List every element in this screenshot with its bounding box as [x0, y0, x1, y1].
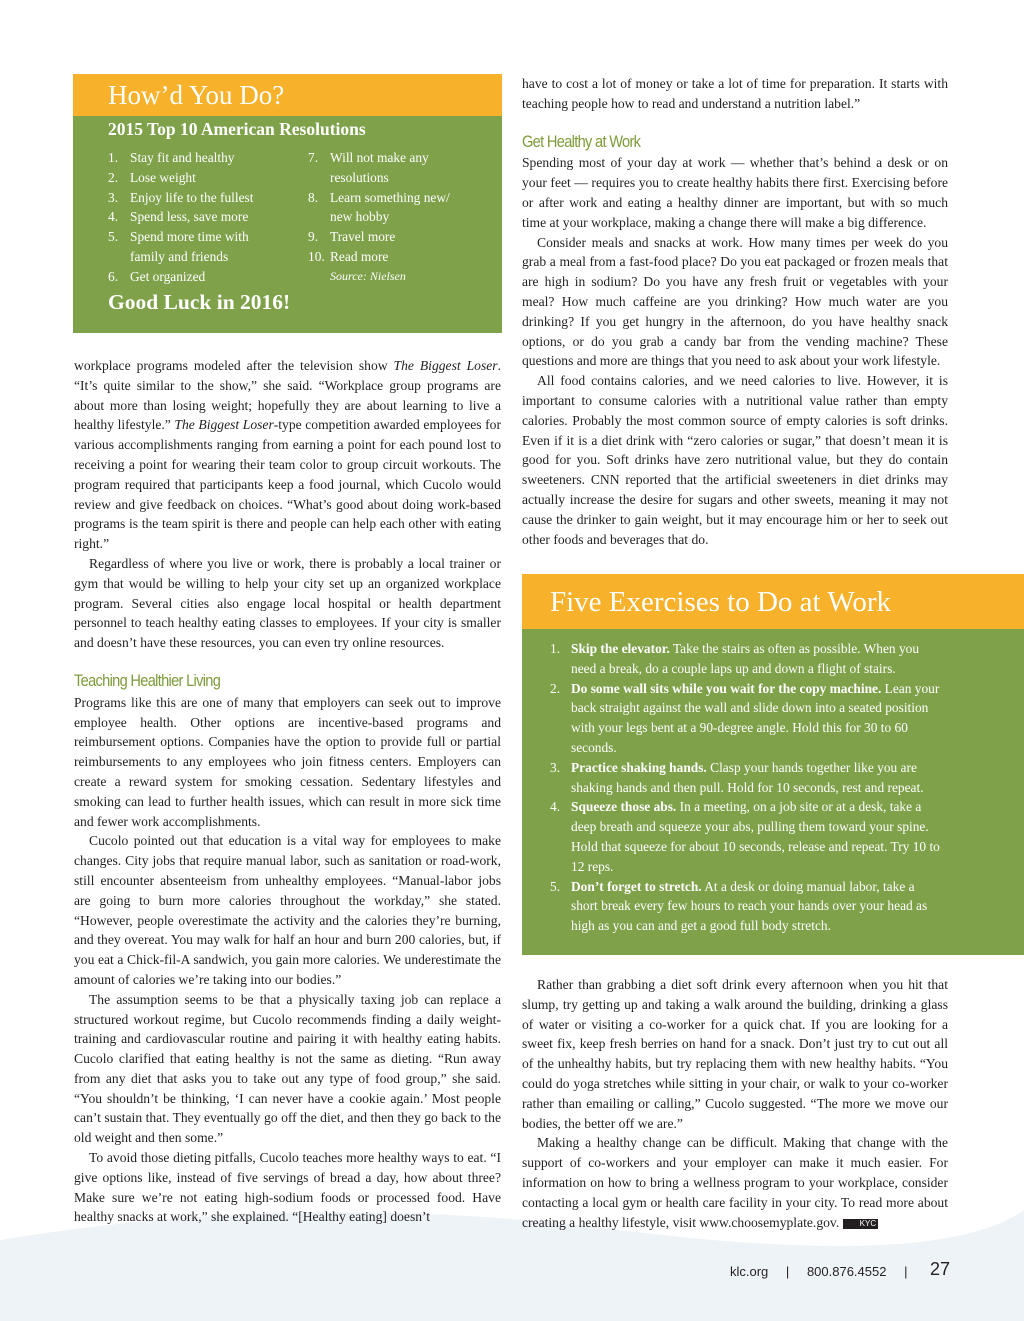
resolution-item	[308, 227, 498, 247]
end-mark-logo: KYC	[843, 1219, 878, 1229]
exercise-number: 4.	[550, 799, 561, 815]
resolution-number: 9.	[308, 229, 319, 245]
resolution-text: Read more	[330, 248, 389, 264]
exercise-item	[550, 877, 942, 936]
resolutions-subtitle: 2015 Top 10 American Resolutions	[108, 119, 366, 139]
exercise-item	[550, 758, 942, 798]
resolution-number: 1.	[108, 150, 119, 165]
resolution-item	[108, 227, 298, 267]
right-paragraph-3: Consider meals and snacks at work. How many times per week do you grab a meal from a fast-food place? Do you eat packaged or frozen meals that are high in sodium? Do you have any fresh fruit or vegetables with your meal? How much caffeine are you drinking? How much water are you drinking? If you get hungry in the afternoon, do you have healthy snack options, or do you grab a candy bar from the vending machine? These questions and more are things that you need to ask about your work lifestyle.	[522, 234, 948, 369]
show-title: The Biggest Loser	[393, 358, 498, 373]
exercise-number: 1.	[550, 641, 561, 656]
exercise-name: Skip the elevator.	[571, 641, 670, 656]
exercise-item	[550, 797, 942, 876]
exercise-description: Take the stairs as often as possible. When you need a break, do a couple laps up and down a flight of stairs.	[571, 641, 920, 676]
footer-separator: |	[785, 1264, 790, 1279]
resolutions-box	[73, 74, 502, 333]
resolution-number: 4.	[108, 209, 119, 225]
resolution-text: Spend more time with	[130, 229, 249, 245]
exercise-description: Lean your back straight against the wall and slide down into a seated position with your legs bent at a 90-degree angle. Hold this for 30 to 60 seconds.	[571, 680, 940, 755]
exercise-description: Clasp your hands together like you are shaking hands and then pull. Hold for 10 seconds, rest and repeat.	[571, 759, 924, 795]
resolution-text: Travel more	[330, 229, 396, 245]
resolutions-header-band	[73, 74, 502, 116]
exercise-name: Practice shaking hands.	[571, 759, 707, 775]
footer-separator: |	[904, 1264, 908, 1279]
resolution-number: 8.	[308, 189, 319, 205]
exercise-item	[550, 679, 942, 758]
resolution-text: family and friends	[130, 248, 229, 264]
resolution-number: 7.	[308, 150, 319, 165]
resolution-text: Will not make any	[330, 150, 429, 165]
right-column-top	[522, 74, 948, 549]
right-paragraph-1: have to cost a lot of money or take a lot of time for preparation. It starts with teaching people how to read and understand a nutrition label.”	[522, 76, 948, 111]
right-column-bottom	[522, 975, 948, 1232]
resolution-item	[108, 267, 298, 287]
resolution-item	[308, 188, 498, 228]
resolution-item	[308, 148, 498, 188]
resolution-text: Get organized	[130, 268, 206, 284]
right-paragraph-4: All food contains calories, and we need calories to live. However, it is important to consume calories with a nutritional value rather than empty calories. Probably the most common source of empty calories is soft drinks. Even if it is a diet drink with “zero calories or sugar,” that doesn’t mean it is good for you. Soft drinks have zero nutritional value, but they do contain sweeteners. CNN reported that the artificial sweeteners in diet drinks may actually increase the desire for sugars and other sweets, meaning it may not cause the drinker to gain weight, but it may encourage him or her to seek out other foods and beverages that do.	[522, 373, 948, 547]
show-title: The Biggest Loser	[174, 417, 274, 433]
resolution-number: 2.	[108, 169, 119, 185]
subhead-teaching-healthier-living: Teaching Healthier Living	[74, 670, 221, 690]
exercise-number: 5.	[550, 878, 561, 894]
left-paragraph-3: Programs like this are one of many that employers can seek out to improve employee health. Other options are incentive-based programs and reimbursement options. Companies have the option to provide full or partial reimbursements to any employees who join fitness centers. Employers can create a reward system for smoking cessation. Sedentary lifestyles and smoking can lead to further health issues, which can result in more sick time and fewer work accomplishments.	[74, 694, 501, 829]
left-paragraph-1: workplace programs modeled after the television show The Biggest Loser. “It’s quite similar to the show,” she said. “Workplace group programs are about more than losing weight; hopefully they are about learning to live a healthy lifestyle.” The Biggest Loser-type competition awarded employees for various accomplishments ranging from earning a point for each pound lost to receiving a point for wearing their team color to group circuit workouts. The program required that participants keep a food journal, which Cucolo would review and give feedback on choices. “What’s good about doing work-based programs is the team spirit is there and people can help each other with eating right.”	[74, 358, 502, 552]
resolutions-list-right	[308, 148, 498, 287]
resolution-item	[108, 207, 298, 227]
resolution-text: Learn something new/	[330, 189, 450, 205]
exercise-item	[550, 639, 942, 679]
resolution-number: 6.	[108, 268, 119, 284]
resolutions-source: Source: Nielsen	[330, 268, 406, 283]
resolution-number: 3.	[108, 189, 119, 205]
exercise-number: 2.	[550, 680, 561, 696]
right-paragraph-5: Rather than grabbing a diet soft drink every afternoon when you hit that slump, try getting up and taking a walk around the building, drinking a glass of water or visiting a co-worker for a quick chat. If you are looking for a sweet fix, keep fresh berries on hand for a snack. Don’t just try to cut out all of the unhealthy habits, but try replacing them with new healthy habits. “You could do yoga stretches while sitting in your chair, or walk to your co-worker rather than emailing or calling,” Cucolo suggested. “The more we move our bodies, the better off we are.”	[522, 977, 948, 1131]
resolution-text: Stay fit and healthy	[130, 150, 235, 165]
exercise-description: At a desk or doing manual labor, take a short break every few hours to reach your hands over your head as high as you can and get a good full body stretch.	[571, 878, 928, 934]
left-paragraph-6: To avoid those dieting pitfalls, Cucolo teaches more healthy ways to eat. “I give options like, instead of five servings of bread a day, how about three? Make sure we’re not eating high-sodium foods or processed food. Have healthy snacks at work,” she explained. “[Healthy eating] doesn’t	[74, 1150, 501, 1225]
footer-phone: 800.876.4552	[806, 1264, 887, 1279]
exercises-box	[522, 574, 1024, 955]
exercise-number: 3.	[550, 759, 561, 775]
exercise-name: Don’t forget to stretch.	[571, 878, 702, 894]
subhead-get-healthy-at-work: Get Healthy at Work	[522, 131, 641, 151]
left-paragraph-4: Cucolo pointed out that education is a vital way for employees to make changes. City jobs that require manual labor, such as sanitation or road-work, still encounter absenteeism from unhealthy employees. “Manual-labor jobs are going to burn more calories throughout the workday,” she stated. “However, people overestimate the activity and the calories they’re burning, and they overeat. You may walk for half an hour and burn 200 calories, but, if you eat a Chick-fil-A sandwich, you gain more calories. We underestimate the amount of calories we’re taking into our bodies.”	[74, 833, 501, 987]
good-luck-heading: Good Luck in 2016!	[108, 290, 291, 314]
resolution-item	[108, 188, 298, 208]
exercises-list	[550, 639, 942, 936]
left-column	[74, 356, 501, 1227]
resolution-item	[108, 168, 298, 188]
resolution-text: Enjoy life to the fullest	[130, 189, 254, 205]
resolution-text: Lose weight	[130, 169, 196, 185]
footer	[730, 1264, 921, 1279]
resolution-number: 10.	[308, 248, 325, 264]
exercises-title: Five Exercises to Do at Work	[550, 586, 892, 618]
footer-site-link[interactable]: klc.org	[730, 1264, 769, 1279]
right-paragraph-6: Making a healthy change can be difficult. Making that change with the support of co-workers and your employer can make it much easier. For information on how to bring a wellness program to your workplace, consider contacting a local gym or health care facility in your city. To read more about creating a healthy lifestyle, visit www.choosemyplate.gov. KYC	[522, 1135, 948, 1230]
resolution-number: 5.	[108, 229, 119, 245]
exercises-header-band	[522, 574, 1024, 629]
resolution-text: new hobby	[330, 209, 390, 225]
exercise-description: In a meeting, on a job site or at a desk, take a deep breath and squeeze your abs, pulling them toward your spine. Hold that squeeze for about 10 seconds, release and repeat. Try 10 to 12 reps.	[571, 799, 940, 874]
resolutions-title: How’d You Do?	[108, 80, 285, 110]
resolution-item	[308, 247, 498, 267]
page-number: 27	[930, 1259, 951, 1279]
left-paragraph-2: Regardless of where you live or work, there is probably a local trainer or gym that would be willing to help your city set up an organized workplace program. Several cities also engage local hospital or health department personnel to teach healthy eating classes to employees. If your city is smaller and doesn’t have these resources, you can even try online resources.	[74, 555, 501, 651]
resolution-text: resolutions	[330, 169, 389, 185]
resolution-text: Spend less, save more	[130, 209, 249, 225]
resolutions-list-left	[108, 148, 298, 287]
left-paragraph-5: The assumption seems to be that a physically taxing job can replace a structured workout regime, but Cucolo recommends finding a daily weight-training and cardiovascular routine and pairing it with healthy eating habits. Cucolo clarified that eating healthy is not the same as dieting. “Run away from any diet that asks you to take out any type of food group,” she said. “You shouldn’t be thinking, ‘I can never have a cookie again.’ Most people can’t sustain that. They eventually go off the diet, and then they go back to the old weight and then some.”	[74, 991, 501, 1146]
exercise-name: Squeeze those abs.	[571, 799, 677, 815]
right-paragraph-2: Spending most of your day at work — whether that’s behind a desk or on your feet — requires you to create healthy habits there first. Exercising before or after work and eating a healthy dinner are important, but with so much time at your workplace, making a change there will make a big difference.	[522, 155, 948, 230]
resolution-item	[108, 148, 298, 168]
exercise-name: Do some wall sits while you wait for the copy machine.	[571, 680, 882, 696]
